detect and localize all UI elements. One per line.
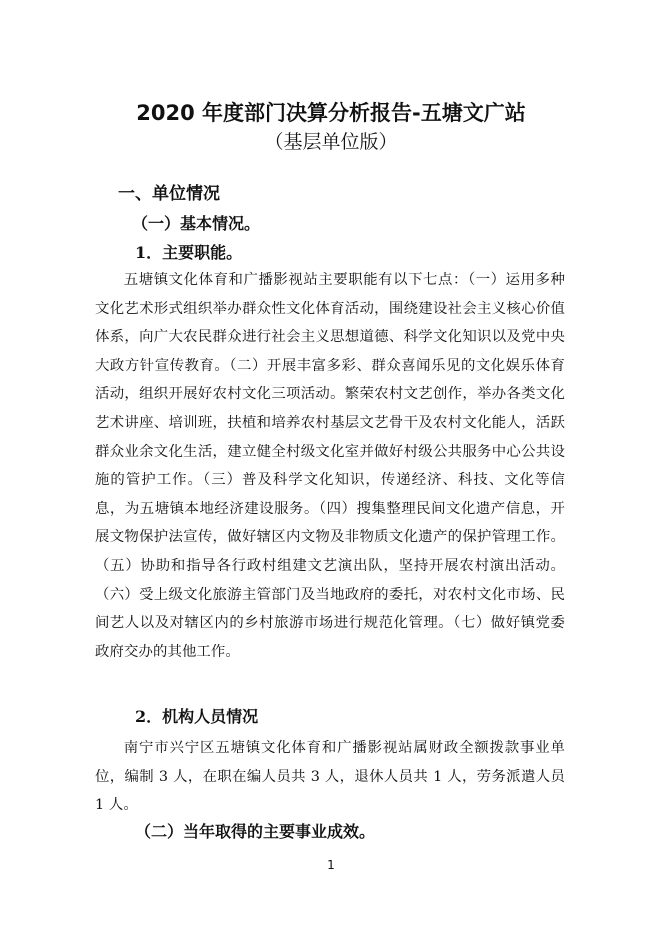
item-heading-main-functions: 1．主要职能。: [135, 243, 243, 262]
document-subtitle: （基层单位版）: [264, 131, 398, 153]
section-heading-unit-info: 一、单位情况: [118, 184, 220, 204]
item-heading-staffing: 2．机构人员情况: [135, 707, 259, 726]
subsection-heading-basic-info: （一）基本情况。: [132, 214, 261, 233]
subsection-heading-achievements: （二）当年取得的主要事业成效。: [135, 822, 376, 841]
paragraph-staffing: 南宁市兴宁区五塘镇文化体育和广播影视站属财政全额拨款事业单位，编制 3 人，在职在编人员共 3 人，退休人员共 1 人，劳务派遣人员 1 人。: [95, 740, 565, 814]
paragraph-main-functions: 五塘镇文化体育和广播影视站主要职能有以下七点：（一）运用多种文化艺术形式组织举办群众性文化体育活动，围绕建设社会主义核心价值体系，向广大农民群众进行社会主义思想道德、科学文化知识以及党中央大政方针宣传教育。（二）开展丰富多彩、群众喜闻乐见的文化娱乐体育活动，组织开展好农村文化三项活动。繁荣农村文艺创作，举办各类文化艺术讲座、培训班，扶植和培养农村基层文艺骨干及农村文化能人，活跃群众业余文化生活，建立健全村级文化室并做好村级公共服务中心公共设施的管护工作。（三）普及科学文化知识，传递经济、科技、文化等信息，为五塘镇本地经济建设服务。（四）搜集整理民间文化遗产信息，开展文物保护法宣传，做好辖区内文物及非物质文化遗产的保护管理工作。（五）协助和指导各行政村组建文艺演出队，坚持开展农村演出活动。（六）受上级文化旅游主管部门及当地政府的委托，对农村文化市场、民间艺人以及对辖区内的乡村旅游市场进行规范化管理。（七）做好镇党委政府交办的其他工作。: [95, 272, 565, 660]
page-number: 1: [327, 858, 335, 872]
document-title: 2020 年度部门决算分析报告-五塘文广站: [136, 101, 526, 125]
